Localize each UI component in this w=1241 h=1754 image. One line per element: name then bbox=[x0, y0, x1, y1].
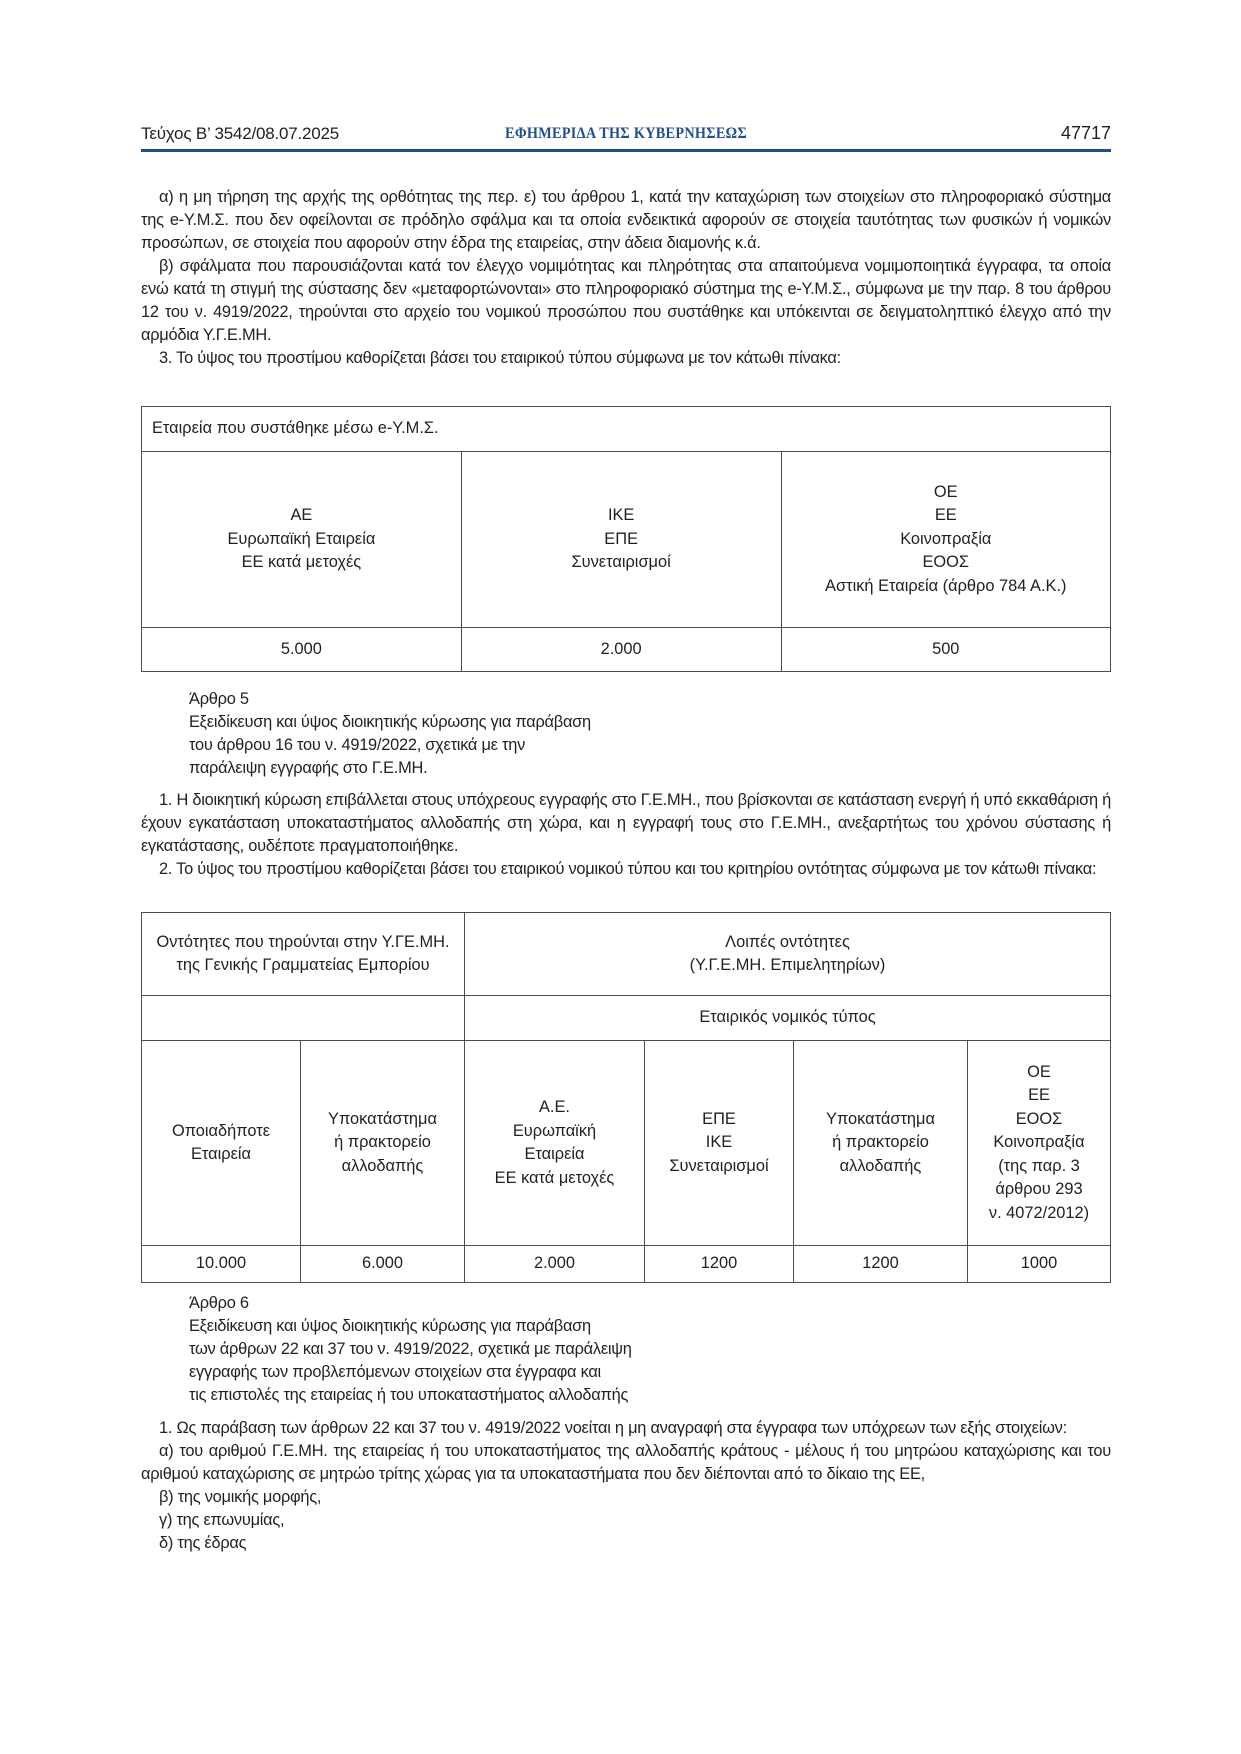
cell-line: Λοιπές οντότητες bbox=[725, 932, 850, 951]
cell-line: ΕΠΕ bbox=[604, 529, 638, 548]
article-subtitle-line: παράλειψη εγγραφής στο Γ.Ε.ΜΗ. bbox=[189, 759, 428, 777]
table1-header-cell bbox=[142, 452, 462, 628]
table1-value: 2.000 bbox=[461, 628, 781, 672]
table1-header-cell bbox=[781, 452, 1110, 628]
table2-value: 1000 bbox=[968, 1246, 1111, 1283]
list-item: δ) της έδρας bbox=[159, 1534, 247, 1552]
fine-table-2 bbox=[141, 912, 1111, 1283]
list-item: γ) της επωνυμίας, bbox=[159, 1511, 285, 1529]
table2-header-cell bbox=[465, 1041, 645, 1246]
cell-line: ΕΕ κατά μετοχές bbox=[494, 1168, 615, 1187]
intro-paragraphs bbox=[141, 186, 1111, 370]
table2-empty-cell bbox=[142, 996, 465, 1041]
cell-line: ΕΠΕ bbox=[702, 1109, 736, 1128]
article-6-body bbox=[141, 1417, 1111, 1555]
table1-value: 5.000 bbox=[142, 628, 462, 672]
paragraph: 1. Ως παράβαση των άρθρων 22 και 37 του ν. 4919/2022 νοείται η μη αναγραφή στα έγγραφα των υπόχρεων των εξής στοιχείων: bbox=[159, 1419, 1067, 1437]
table2-header-cell bbox=[301, 1041, 465, 1246]
cell-line: Α.Ε. bbox=[539, 1098, 570, 1116]
header-rule bbox=[141, 149, 1111, 152]
table2-value: 1200 bbox=[794, 1246, 968, 1283]
paragraph: α) του αριθμού Γ.Ε.ΜΗ. της εταιρείας ή του υποκαταστήματος της αλλοδαπής κράτους - μέλους ή του μητρώου καταχώρισης και του αριθμού καταχώρισης σε μητρώο τρίτης χώρας για τα υποκαταστήματα που δεν διέπονται από το δίκαιο της ΕΕ, bbox=[141, 1442, 1111, 1483]
article-subtitle-line: των άρθρων 22 και 37 του ν. 4919/2022, σχετικά με παράλειψη bbox=[189, 1340, 632, 1358]
paragraph-3: 3. Το ύψος του προστίμου καθορίζεται βάσει του εταιρικού τύπου σύμφωνα με τον κάτωθι πίνακα: bbox=[159, 349, 841, 367]
cell-line: ΕΕ bbox=[1028, 1086, 1050, 1105]
cell-line: Συνεταιρισμοί bbox=[669, 1156, 769, 1175]
cell-line: αλλοδαπής bbox=[341, 1156, 424, 1175]
cell-line: Εταιρεία bbox=[190, 1145, 252, 1163]
cell-line: Αστική Εταιρεία (άρθρο 784 Α.Κ.) bbox=[825, 576, 1067, 595]
cell-line: ΙΚΕ bbox=[607, 506, 635, 525]
article-title: Άρθρο 6 bbox=[189, 1294, 249, 1312]
cell-line: ή πρακτορείο bbox=[832, 1133, 929, 1152]
table1-value: 500 bbox=[781, 628, 1110, 672]
table2-value: 10.000 bbox=[142, 1246, 301, 1283]
cell-line: Ευρωπαϊκή bbox=[512, 1121, 597, 1140]
cell-line: Οποιαδήποτε bbox=[171, 1121, 271, 1140]
cell-line: ΕΕ κατά μετοχές bbox=[241, 553, 362, 572]
cell-line: ή πρακτορείο bbox=[334, 1133, 431, 1152]
article-subtitle-line: Εξειδίκευση και ύψος διοικητικής κύρωσης για παράβαση bbox=[189, 713, 591, 731]
cell-line: ΙΚΕ bbox=[705, 1133, 733, 1152]
table2-header-cell bbox=[794, 1041, 968, 1246]
cell-line: Υποκατάστημα bbox=[826, 1109, 935, 1128]
fine-table-1 bbox=[141, 406, 1111, 672]
table2-header-cell bbox=[968, 1041, 1111, 1246]
table2-header-cell bbox=[645, 1041, 794, 1246]
table2-value: 6.000 bbox=[301, 1246, 465, 1283]
article-subtitle-line: τις επιστολές της εταιρείας ή του υποκαταστήματος αλλοδαπής bbox=[189, 1386, 629, 1404]
issue-label: Τεύχος Β’ 3542/08.07.2025 bbox=[141, 124, 340, 143]
cell-line: Εταιρεία bbox=[524, 1145, 585, 1163]
article-subtitle-line: εγγραφής των προβλεπόμενων στοιχείων στα έγγραφα και bbox=[189, 1363, 601, 1381]
cell-line: ΑΕ bbox=[290, 506, 313, 525]
cell-line: Κοινοπραξία bbox=[900, 529, 992, 548]
cell-line: ΕΟΟΣ bbox=[922, 553, 970, 572]
table2-group-right bbox=[465, 913, 1111, 996]
cell-line: ΟΕ bbox=[933, 482, 958, 501]
cell-line: άρθρου 293 bbox=[995, 1180, 1083, 1199]
article-subtitle-line: Εξειδίκευση και ύψος διοικητικής κύρωσης για παράβαση bbox=[189, 1317, 591, 1335]
list-item: β) της νομικής μορφής, bbox=[159, 1488, 322, 1506]
cell-line: Ευρωπαϊκή Εταιρεία bbox=[227, 529, 376, 548]
gazette-title: ΕΦΗΜΕΡΙΔΑ ΤΗΣ ΚΥΒΕΡΝΗΣΕΩΣ bbox=[505, 125, 747, 142]
cell-line: ΕΕ bbox=[934, 506, 957, 525]
cell-line: αλλοδαπής bbox=[839, 1156, 922, 1175]
cell-text: Οντότητες που τηρούνται στην Υ.ΓΕ.ΜΗ. της Γενικής Γραμματείας Εμπορίου bbox=[156, 932, 450, 974]
cell-line: Συνεταιρισμοί bbox=[571, 553, 671, 572]
cell-line: Υποκατάστημα bbox=[328, 1109, 437, 1128]
cell-line: (της παρ. 3 bbox=[998, 1156, 1080, 1175]
cell-line: ν. 4072/2012) bbox=[988, 1203, 1090, 1222]
cell-line: (Υ.Γ.Ε.ΜΗ. Επιμελητηρίων) bbox=[689, 956, 886, 974]
paragraph: 1. Η διοικητική κύρωση επιβάλλεται στους υπόχρεους εγγραφής στο Γ.Ε.ΜΗ., που βρίσκονται σε κατάσταση ενεργή ή υπό εκκαθάριση ή έχουν εγκατάσταση υποκαταστήματος αλλοδαπής στη χώρα, και η εγγραφή τους στο Γ.Ε.ΜΗ., ανεξαρτήτως του χρόνου σύστασης ή εγκατάστασης, ουδέποτε πραγματοποιήθηκε. bbox=[141, 791, 1111, 855]
table1-caption: Εταιρεία που συστάθηκε μέσω e-Υ.Μ.Σ. bbox=[142, 407, 1111, 452]
cell-line: ΟΕ bbox=[1027, 1062, 1051, 1081]
table1-header-cell bbox=[461, 452, 781, 628]
article-6-heading bbox=[141, 1292, 1111, 1407]
paragraph-a: α) η μη τήρηση της αρχής της ορθότητας της περ. ε) του άρθρου 1, κατά την καταχώριση των στοιχείων στο πληροφοριακό σύστημα της e-Υ.Μ.Σ. που δεν οφείλονται σε πρόδηλο σφάλμα και τα οποία ενδεικτικά αφορούν σε στοιχεία ταυτότητας των φυσικών ή νομικών προσώπων, σε στοιχεία που αφορούν στην έδρα της εταιρείας, στην άδεια διαμονής κ.ά. bbox=[141, 188, 1111, 252]
cell-line: Κοινοπραξία bbox=[993, 1133, 1085, 1152]
article-5-heading bbox=[141, 688, 1111, 780]
table2-value: 2.000 bbox=[465, 1246, 645, 1283]
table2-header-cell bbox=[142, 1041, 301, 1246]
paragraph: 2. Το ύψος του προστίμου καθορίζεται βάσει του εταιρικού νομικού τύπου και του κριτηρίου οντότητας σύμφωνα με τον κάτωθι πίνακα: bbox=[159, 860, 1097, 878]
table2-subgroup: Εταιρικός νομικός τύπος bbox=[465, 996, 1111, 1041]
cell-line: ΕΟΟΣ bbox=[1015, 1109, 1063, 1128]
page-number: 47717 bbox=[1060, 123, 1111, 143]
paragraph-b: β) σφάλματα που παρουσιάζονται κατά τον έλεγχο νομιμότητας και πληρότητας στα απαιτούμενα νομιμοποιητικά έγγραφα, τα οποία ενώ κατά τη στιγμή της σύστασης δεν «μεταφορτώνονται» στο πληροφοριακό σύστημα της e-Υ.Μ.Σ., σύμφωνα με την παρ. 8 του άρθρου 12 του ν. 4919/2022, τηρούνται στο αρχείο του νομικού προσώπου που συστάθηκε και υπόκεινται σε δειγματοληπτικό έλεγχο από την αρμόδια Υ.Γ.Ε.ΜΗ. bbox=[141, 257, 1111, 344]
article-subtitle-line: του άρθρου 16 του ν. 4919/2022, σχετικά με την bbox=[189, 736, 526, 754]
table2-group-left bbox=[142, 913, 465, 996]
article-title: Άρθρο 5 bbox=[189, 690, 249, 708]
page-header bbox=[141, 122, 1111, 152]
article-5-body bbox=[141, 789, 1111, 881]
table2-value: 1200 bbox=[645, 1246, 794, 1283]
